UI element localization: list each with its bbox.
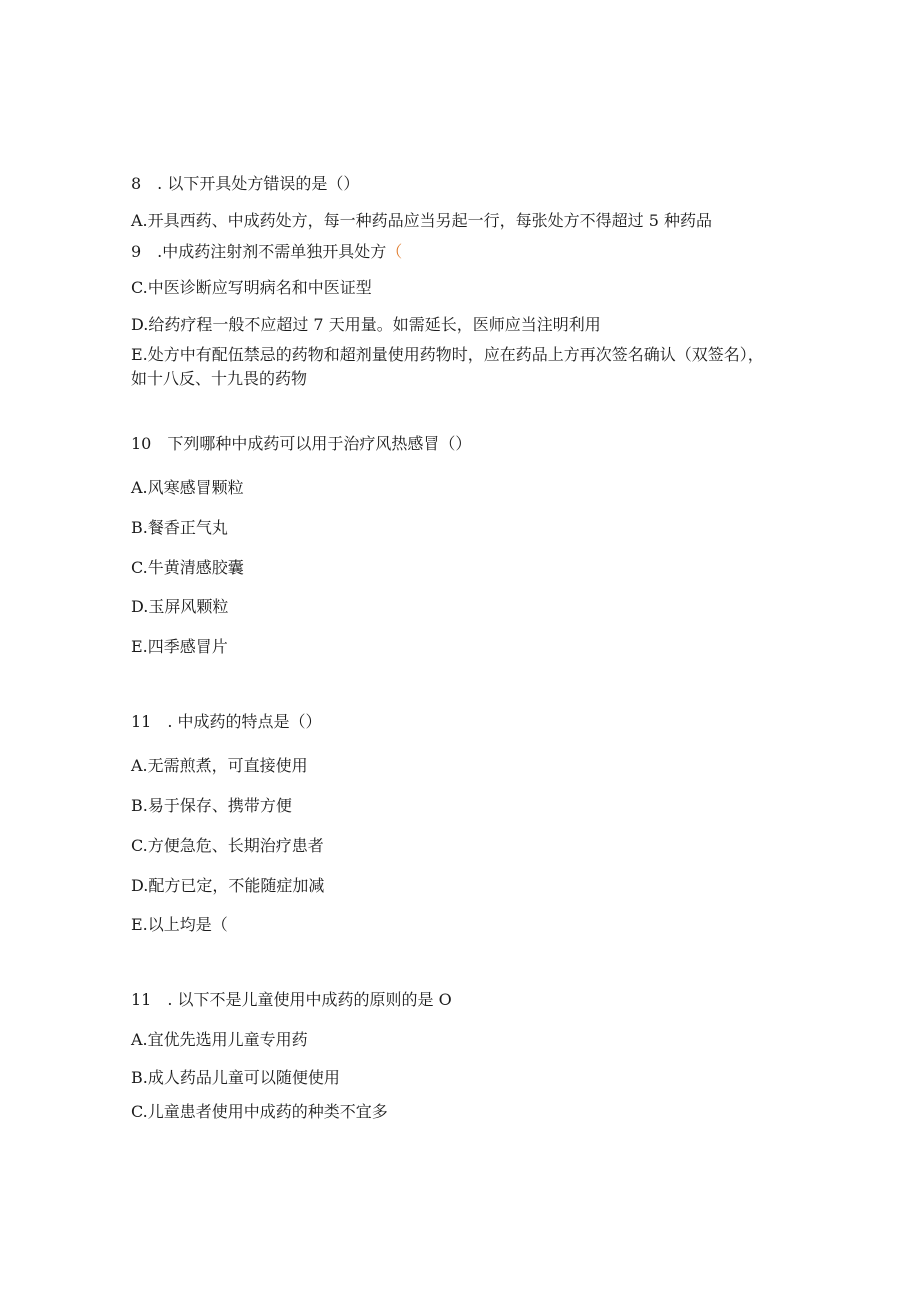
- question-10-option-b: B.餐香正气丸: [131, 518, 228, 537]
- question-11a-option-c: C.方便急危、长期治疗患者: [131, 836, 324, 855]
- question-10-option-c: C.牛黄清感胶囊: [131, 558, 244, 577]
- question-10-stem: 10 下列哪种中成药可以用于治疗风热感冒（）: [131, 434, 472, 453]
- question-11a-stem: 11 . 中成药的特点是（）: [131, 712, 322, 731]
- question-10-option-d: D.玉屏风颗粒: [131, 597, 229, 616]
- question-8-option-d: D.给药疗程一般不应超过 7 天用量。如需延长，医师应当注明利用: [131, 315, 601, 334]
- question-11a-option-a: A.无需煎煮，可直接使用: [131, 756, 308, 775]
- question-8-option-b: [131, 242, 402, 262]
- question-8-option-c: C.中医诊断应写明病名和中医证型: [131, 278, 372, 297]
- question-11a-option-d: D.配方已定，不能随症加减: [131, 876, 325, 895]
- question-11b-option-b: B.成人药品儿童可以随便使用: [131, 1068, 340, 1087]
- question-11b-option-a: A.宜优先选用儿童专用药: [131, 1030, 308, 1049]
- question-11a-option-b: B.易于保存、携带方便: [131, 796, 292, 815]
- question-8-option-b-text: 9 .中成药注射剂不需单独开具处方: [131, 242, 387, 261]
- question-8-stem: 8 . 以下开具处方错误的是（）: [131, 174, 360, 193]
- question-8-option-e: E.处方中有配伍禁忌的药物和超剂量使用药物时，应在药品上方再次签名确认（双签名），如十八反、十九畏的药物: [131, 345, 764, 388]
- question-11a-option-e: E.以上均是（: [131, 915, 228, 934]
- question-10-option-e: E.四季感冒片: [131, 637, 228, 656]
- question-10-option-a: A.风寒感冒颗粒: [131, 478, 244, 497]
- question-11b-stem: 11 . 以下不是儿童使用中成药的原则的是 O: [131, 990, 452, 1009]
- question-8-option-a: A.开具西药、中成药处方，每一种药品应当另起一行，每张处方不得超过 5 种药品: [131, 211, 712, 230]
- stray-paren-mark: （: [386, 242, 403, 261]
- question-11b-option-c: C.儿童患者使用中成药的种类不宜多: [131, 1102, 388, 1121]
